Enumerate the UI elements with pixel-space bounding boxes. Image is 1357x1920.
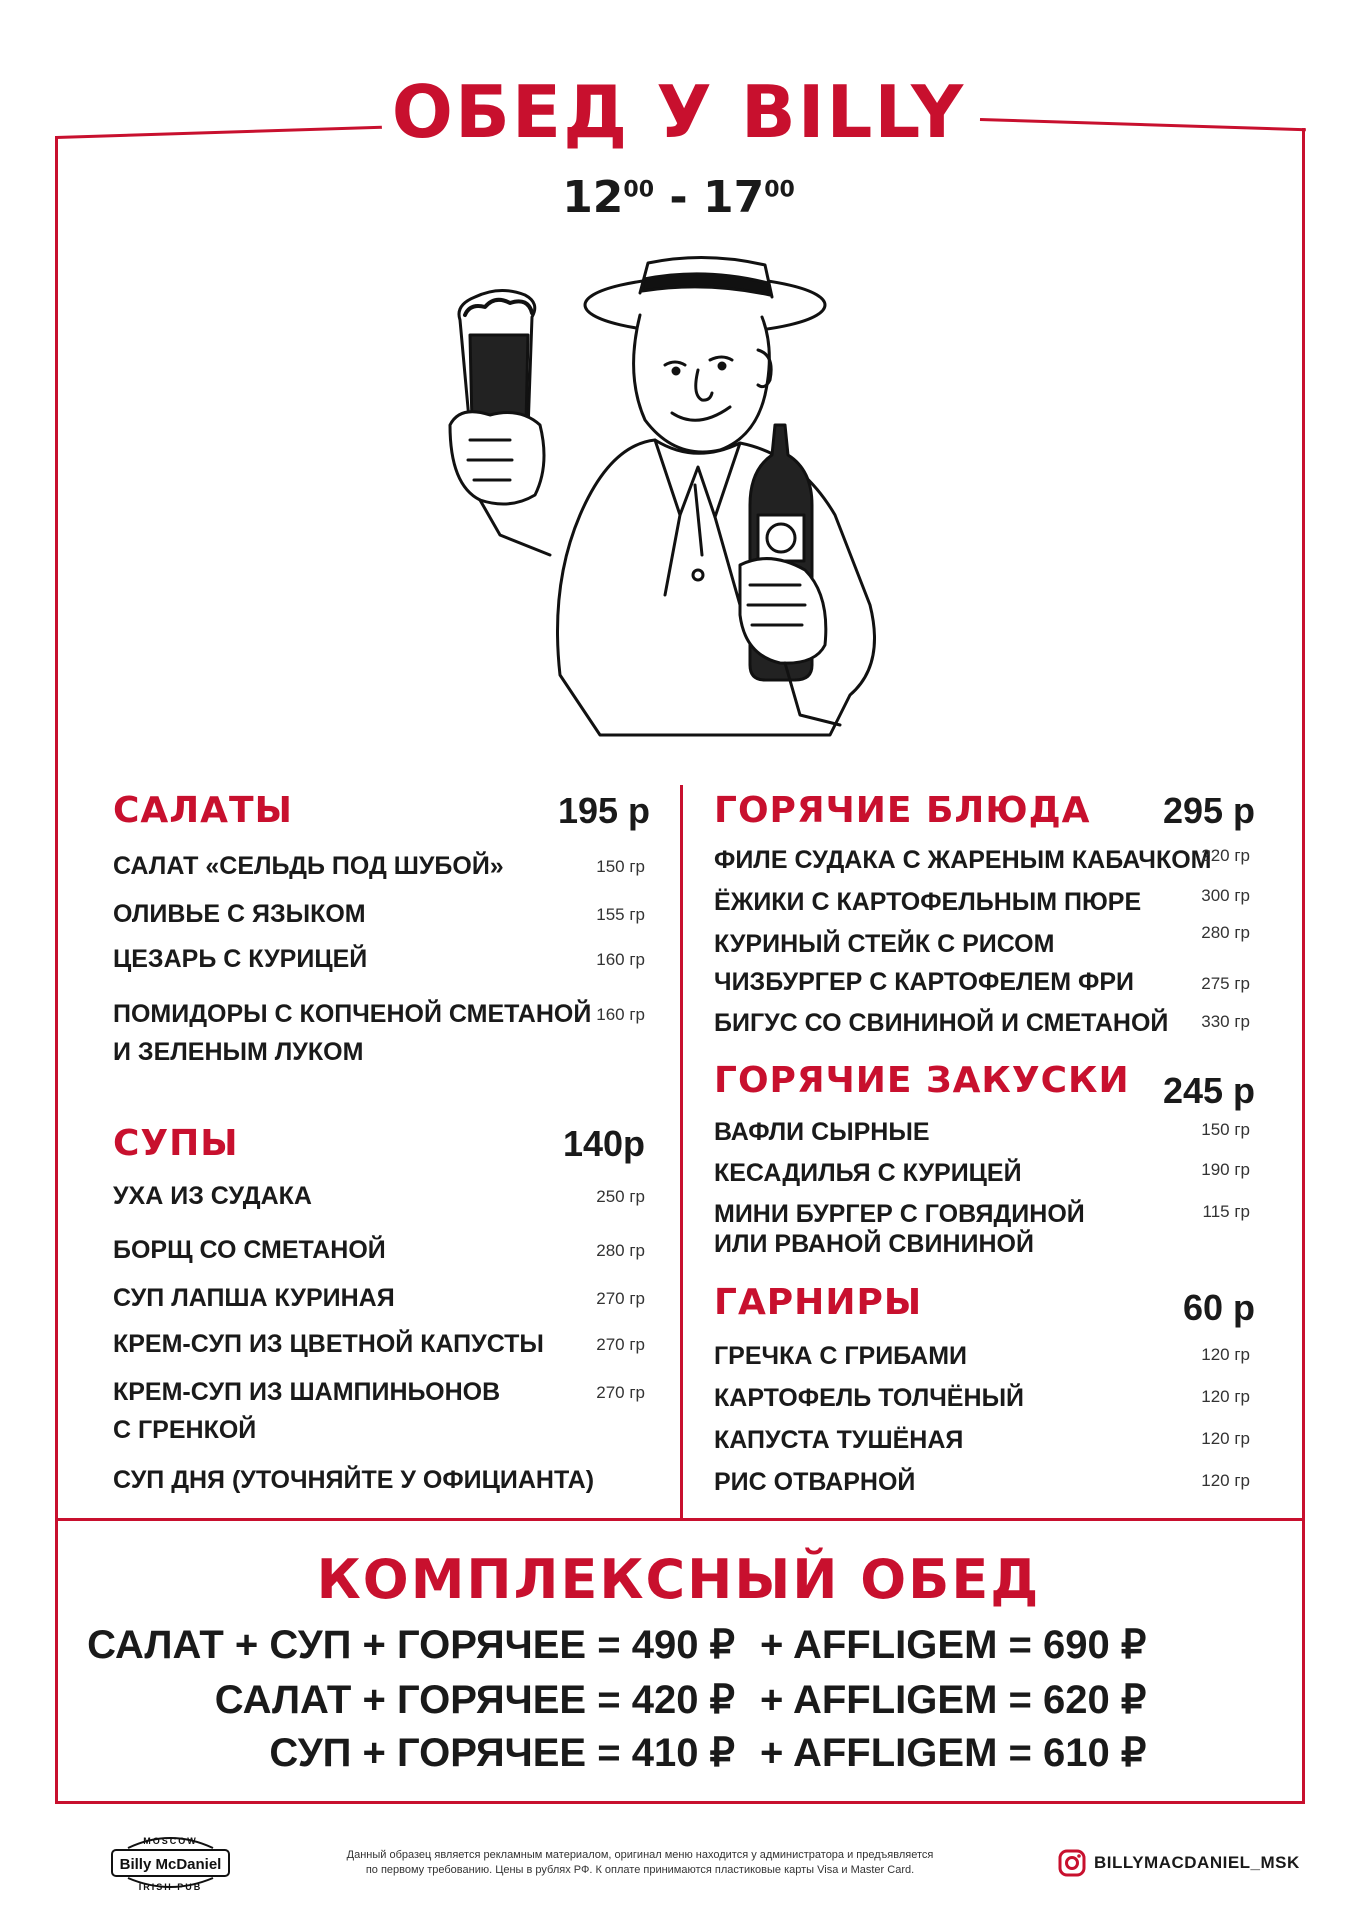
menu-item: ПОМИДОРЫ С КОПЧЕНОЙ СМЕТАНОЙ [113,1000,592,1028]
item-weight: 280 гр [596,1241,645,1260]
item-weight: 250 гр [596,1187,645,1206]
man-with-beer-illustration [440,255,920,770]
menu-item: СУП ДНЯ (УТОЧНЯЙТЕ У ОФИЦИАНТА) [113,1466,595,1494]
disclaimer [320,1848,960,1878]
section-price-sides: 60 р [1182,1287,1255,1328]
menu-item: МИНИ БУРГЕР С ГОВЯДИНОЙ [714,1200,1085,1228]
menu-item-line2: И ЗЕЛЕНЫМ ЛУКОМ [113,1038,364,1066]
item-weight: 300 гр [1201,886,1250,905]
menu-item: БОРЩ СО СМЕТАНОЙ [113,1236,386,1264]
item-weight: 155 гр [596,905,645,924]
item-weight: 270 гр [596,1383,645,1402]
section-title-soups: СУПЫ [113,1123,239,1164]
item-weight: 330 гр [1201,1012,1250,1031]
logo-main-text: Billy McDaniel [119,1856,222,1873]
page-title: ОБЕД У BILLY [391,70,966,154]
hours [0,172,1357,223]
hours-separator: - [654,172,703,223]
combo-row-left: САЛАТ + ГОРЯЧЕЕ = 420 ₽ [214,1678,735,1722]
hours-start: 12 [562,172,624,223]
menu-item: КУРИНЫЙ СТЕЙК С РИСОМ [714,930,1055,958]
item-weight: 120 гр [1201,1471,1250,1490]
instagram-icon [1058,1849,1086,1877]
combo-row-left: СУП + ГОРЯЧЕЕ = 410 ₽ [269,1731,735,1775]
instagram-handle[interactable]: BILLYMACDANIEL_MSK [1094,1853,1300,1872]
menu-item: КРЕМ-СУП ИЗ ЦВЕТНОЙ КАПУСТЫ [113,1330,544,1358]
item-weight: 120 гр [1201,1387,1250,1406]
section-title-sides: ГАРНИРЫ [714,1282,923,1323]
billy-mcdaniel-logo [108,1826,233,1898]
disclaimer-line-1: Данный образец является рекламным материалом, оригинал меню находится у администратора и предъявляется [346,1849,934,1861]
instagram-link[interactable] [1058,1848,1300,1878]
hours-end: 17 [702,172,765,223]
frame-bottom [55,1801,1305,1804]
item-weight: 190 гр [1201,1160,1250,1179]
menu-item-line2: ИЛИ РВАНОЙ СВИНИНОЙ [714,1230,1034,1258]
item-weight: 280 гр [1201,923,1250,942]
section-price-hot-snacks: 245 р [1162,1070,1255,1111]
section-price-soups: 140р [562,1123,645,1164]
menu-item: САЛАТ «СЕЛЬДЬ ПОД ШУБОЙ» [113,852,504,880]
menu-item: ГРЕЧКА С ГРИБАМИ [714,1342,968,1370]
menu-item-line2: С ГРЕНКОЙ [113,1416,257,1444]
menu-item: ЧИЗБУРГЕР С КАРТОФЕЛЕМ ФРИ [714,968,1134,996]
item-weight: 275 гр [1201,974,1250,993]
item-weight: 120 гр [1201,1429,1250,1448]
menu-item: КЕСАДИЛЬЯ С КУРИЦЕЙ [714,1159,1022,1187]
menu-item: УХА ИЗ СУДАКА [113,1182,312,1210]
combo-title: КОМПЛЕКСНЫЙ ОБЕД [316,1548,1041,1611]
section-price-hot-dishes: 295 р [1162,790,1255,831]
menu-item: СУП ЛАПША КУРИНАЯ [113,1284,395,1312]
hours-start-minutes: 00 [623,177,655,203]
item-weight: 150 гр [1201,1120,1250,1139]
item-weight: 150 гр [596,857,645,876]
combo-row-right: + AFFLIGEM = 690 ₽ [760,1623,1147,1667]
combo-divider [55,1518,1305,1521]
section-title-salads: САЛАТЫ [113,790,293,831]
menu-item: РИС ОТВАРНОЙ [714,1468,916,1496]
logo-bottom-text: IRISH PUB [138,1882,203,1892]
item-weight: 115 гр [1202,1202,1250,1221]
column-divider [680,785,683,1518]
item-weight: 220 гр [1201,846,1250,865]
section-title-hot-dishes: ГОРЯЧИЕ БЛЮДА [714,790,1091,831]
logo-top-text: MOSCOW [143,1836,198,1846]
menu-item: БИГУС СО СВИНИНОЙ И СМЕТАНОЙ [714,1009,1169,1037]
menu-item: ВАФЛИ СЫРНЫЕ [714,1118,930,1146]
item-weight: 160 гр [596,950,645,969]
menu-item: КРЕМ-СУП ИЗ ШАМПИНЬОНОВ [113,1378,501,1406]
item-weight: 160 гр [596,1005,645,1024]
section-price-salads: 195 р [557,790,650,831]
item-weight: 270 гр [596,1335,645,1354]
section-title-hot-snacks: ГОРЯЧИЕ ЗАКУСКИ [714,1060,1130,1101]
menu-item: КАРТОФЕЛЬ ТОЛЧЁНЫЙ [714,1384,1025,1412]
item-weight: 120 гр [1201,1345,1250,1364]
hours-end-minutes: 00 [764,177,795,203]
disclaimer-line-2: по первому требованию. Цены в рублях РФ. К оплате принимаются пластиковые карты Visa и Master Card. [365,1864,915,1876]
item-weight: 270 гр [596,1289,645,1308]
menu-item: ФИЛЕ СУДАКА С ЖАРЕНЫМ КАБАЧКОМ [714,846,1212,874]
menu-item: ОЛИВЬЕ С ЯЗЫКОМ [113,900,366,928]
menu-item: ЁЖИКИ С КАРТОФЕЛЬНЫМ ПЮРЕ [714,888,1142,916]
combo-row-left: САЛАТ + СУП + ГОРЯЧЕЕ = 490 ₽ [87,1623,735,1667]
menu-item: КАПУСТА ТУШЁНАЯ [714,1426,964,1454]
combo-row-right: + AFFLIGEM = 620 ₽ [760,1678,1147,1722]
combo-row-right: + AFFLIGEM = 610 ₽ [760,1731,1147,1775]
menu-item: ЦЕЗАРЬ С КУРИЦЕЙ [113,945,368,973]
